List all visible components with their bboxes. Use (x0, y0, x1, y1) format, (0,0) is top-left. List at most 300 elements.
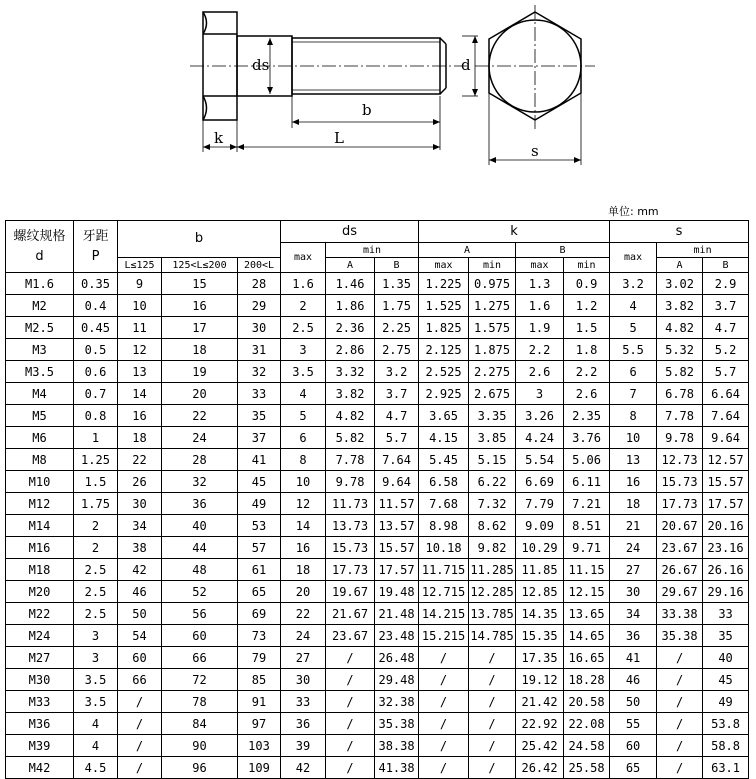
table-cell: 1.25 (74, 449, 118, 471)
table-cell: 7 (610, 383, 657, 405)
table-cell: 30 (610, 581, 657, 603)
header-k-b-min: min (564, 258, 610, 273)
table-cell: / (419, 669, 469, 691)
table-cell: 7.21 (564, 493, 610, 515)
table-cell: 7.32 (469, 493, 516, 515)
table-cell: 24 (610, 537, 657, 559)
table-cell: M3 (6, 339, 74, 361)
table-cell: 45 (238, 471, 281, 493)
table-cell: M18 (6, 559, 74, 581)
table-cell: / (419, 647, 469, 669)
table-cell: 20.67 (657, 515, 703, 537)
table-cell: 4.7 (375, 405, 419, 427)
table-cell: 16 (610, 471, 657, 493)
table-cell: 5.82 (657, 361, 703, 383)
table-row (6, 383, 749, 405)
table-cell: 13.65 (564, 603, 610, 625)
table-cell: 6.64 (703, 383, 749, 405)
table-cell: 17 (162, 317, 238, 339)
table-cell: 15 (162, 273, 238, 295)
table-cell: 1.46 (326, 273, 375, 295)
table-cell: 22.08 (564, 713, 610, 735)
table-cell: 0.975 (469, 273, 516, 295)
table-cell: 11 (118, 317, 162, 339)
table-cell: 3.5 (281, 361, 326, 383)
table-cell: 17.73 (326, 559, 375, 581)
table-cell: 79 (238, 647, 281, 669)
table-cell: 1.825 (419, 317, 469, 339)
table-cell: 85 (238, 669, 281, 691)
table-cell: 29.48 (375, 669, 419, 691)
table-cell: M3.5 (6, 361, 74, 383)
table-row (6, 339, 749, 361)
table-cell: 60 (118, 647, 162, 669)
table-cell: 2.925 (419, 383, 469, 405)
table-cell: M1.6 (6, 273, 74, 295)
table-cell: 22 (281, 603, 326, 625)
table-row (6, 757, 749, 779)
table-cell: 5.06 (564, 449, 610, 471)
table-cell: M33 (6, 691, 74, 713)
table-cell: 16 (162, 295, 238, 317)
table-cell: 84 (162, 713, 238, 735)
table-cell: 1.525 (419, 295, 469, 317)
table-cell: 14.785 (469, 625, 516, 647)
header-pitch: 牙距 P (74, 221, 118, 273)
table-cell: 56 (162, 603, 238, 625)
table-cell: 1.86 (326, 295, 375, 317)
table-cell: 26.42 (516, 757, 564, 779)
table-cell: 22.92 (516, 713, 564, 735)
table-cell: 9.64 (375, 471, 419, 493)
table-cell: 109 (238, 757, 281, 779)
table-cell: / (469, 669, 516, 691)
table-row (6, 273, 749, 295)
table-cell: / (118, 735, 162, 757)
table-cell: 14.35 (516, 603, 564, 625)
table-cell: 41.38 (375, 757, 419, 779)
table-row (6, 691, 749, 713)
table-cell: 3.7 (375, 383, 419, 405)
table-cell: 9.78 (326, 471, 375, 493)
table-row (6, 295, 749, 317)
table-cell: 21.48 (375, 603, 419, 625)
table-cell: 2 (281, 295, 326, 317)
table-cell: 8.98 (419, 515, 469, 537)
table-cell: 19 (162, 361, 238, 383)
table-cell: 11.85 (516, 559, 564, 581)
table-cell: 3 (281, 339, 326, 361)
table-cell: 7.78 (657, 405, 703, 427)
table-cell: 8.62 (469, 515, 516, 537)
table-cell: / (469, 647, 516, 669)
table-cell: 65 (610, 757, 657, 779)
table-cell: / (657, 691, 703, 713)
table-cell: 0.6 (74, 361, 118, 383)
table-cell: 32 (238, 361, 281, 383)
table-cell: 73 (238, 625, 281, 647)
table-cell: 19.12 (516, 669, 564, 691)
table-cell: 9.09 (516, 515, 564, 537)
table-cell: 3.2 (610, 273, 657, 295)
table-cell: / (469, 691, 516, 713)
table-cell: 48 (162, 559, 238, 581)
table-cell: 3.65 (419, 405, 469, 427)
header-s-min-b: B (703, 258, 749, 273)
table-cell: 72 (162, 669, 238, 691)
table-cell: 29.16 (703, 581, 749, 603)
table-cell: 27 (281, 647, 326, 669)
bolt-spec-body (6, 273, 749, 779)
table-cell: 35.38 (375, 713, 419, 735)
table-row (6, 625, 749, 647)
table-cell: 6.58 (419, 471, 469, 493)
table-cell: 53 (238, 515, 281, 537)
table-cell: 36 (162, 493, 238, 515)
table-cell: 13.73 (326, 515, 375, 537)
table-cell: 12 (118, 339, 162, 361)
table-cell: 57 (238, 537, 281, 559)
table-cell: 10.18 (419, 537, 469, 559)
table-cell: 46 (118, 581, 162, 603)
table-cell: 5.82 (326, 427, 375, 449)
table-cell: 9 (118, 273, 162, 295)
table-cell: 14.65 (564, 625, 610, 647)
header-k-a-max: max (419, 258, 469, 273)
table-cell: M5 (6, 405, 74, 427)
table-cell: 49 (238, 493, 281, 515)
table-cell: 2.2 (516, 339, 564, 361)
table-cell: 35 (238, 405, 281, 427)
table-cell: / (118, 691, 162, 713)
table-cell: 54 (118, 625, 162, 647)
header-k-b: B (516, 243, 610, 258)
table-cell: 18 (281, 559, 326, 581)
table-cell: 2.6 (564, 383, 610, 405)
table-cell: 5.2 (703, 339, 749, 361)
table-cell: 15.57 (703, 471, 749, 493)
table-cell: 1.3 (516, 273, 564, 295)
table-cell: 1.275 (469, 295, 516, 317)
table-cell: 39 (281, 735, 326, 757)
label-d: d (461, 56, 471, 74)
table-cell: 30 (238, 317, 281, 339)
table-cell: / (326, 669, 375, 691)
table-cell: 6.69 (516, 471, 564, 493)
table-cell: 3.76 (564, 427, 610, 449)
table-cell: 44 (162, 537, 238, 559)
table-cell: 60 (162, 625, 238, 647)
table-cell: 2.6 (516, 361, 564, 383)
table-cell: 11.285 (469, 559, 516, 581)
table-cell: 23.16 (703, 537, 749, 559)
table-cell: 20.16 (703, 515, 749, 537)
table-cell: 5.54 (516, 449, 564, 471)
table-cell: 23.67 (326, 625, 375, 647)
table-cell: 11.15 (564, 559, 610, 581)
header-b-col2: 125<L≤200 (162, 258, 238, 273)
table-row (6, 559, 749, 581)
table-cell: 5 (610, 317, 657, 339)
table-cell: 17.57 (703, 493, 749, 515)
table-cell: 4.24 (516, 427, 564, 449)
table-row (6, 669, 749, 691)
table-cell: 3.26 (516, 405, 564, 427)
table-cell: 3 (516, 383, 564, 405)
table-cell: 4.82 (657, 317, 703, 339)
table-cell: 1.75 (74, 493, 118, 515)
table-cell: 33 (238, 383, 281, 405)
table-cell: / (657, 735, 703, 757)
table-cell: 30 (118, 493, 162, 515)
table-cell: 2.275 (469, 361, 516, 383)
table-cell: 2.5 (281, 317, 326, 339)
table-cell: 8.51 (564, 515, 610, 537)
table-cell: 2.35 (564, 405, 610, 427)
table-cell: 12.85 (516, 581, 564, 603)
label-k: k (214, 129, 224, 147)
header-s: s (610, 221, 749, 243)
table-cell: M14 (6, 515, 74, 537)
table-cell: 6.11 (564, 471, 610, 493)
table-cell: 32.38 (375, 691, 419, 713)
table-cell: 6 (610, 361, 657, 383)
table-cell: 41 (610, 647, 657, 669)
table-cell: 8 (281, 449, 326, 471)
table-cell: 7.79 (516, 493, 564, 515)
table-cell: 23.48 (375, 625, 419, 647)
table-cell: 17.35 (516, 647, 564, 669)
table-row (6, 317, 749, 339)
table-cell: 20 (281, 581, 326, 603)
table-cell: 16 (281, 537, 326, 559)
table-cell: 58.8 (703, 735, 749, 757)
label-L: L (334, 129, 344, 147)
header-ds-min-b: B (375, 258, 419, 273)
table-row (6, 493, 749, 515)
table-cell: / (419, 713, 469, 735)
table-cell: 61 (238, 559, 281, 581)
table-cell: 15.57 (375, 537, 419, 559)
table-cell: 9.82 (469, 537, 516, 559)
table-cell: M2.5 (6, 317, 74, 339)
table-cell: M20 (6, 581, 74, 603)
table-row (6, 537, 749, 559)
label-ds: ds (252, 56, 270, 74)
table-cell: 5.32 (657, 339, 703, 361)
table-cell: 10.29 (516, 537, 564, 559)
table-cell: 38.38 (375, 735, 419, 757)
label-b: b (362, 101, 372, 119)
table-cell: 14.215 (419, 603, 469, 625)
table-cell: 18 (610, 493, 657, 515)
table-cell: / (419, 691, 469, 713)
table-cell: 7.64 (375, 449, 419, 471)
table-cell: 18 (162, 339, 238, 361)
label-s: s (531, 142, 539, 160)
table-cell: 60 (610, 735, 657, 757)
table-cell: M12 (6, 493, 74, 515)
table-cell: M36 (6, 713, 74, 735)
table-cell: 3.35 (469, 405, 516, 427)
table-cell: 13 (610, 449, 657, 471)
table-cell: 3.2 (375, 361, 419, 383)
table-cell: 14 (281, 515, 326, 537)
table-cell: 19.67 (326, 581, 375, 603)
table-cell: / (326, 735, 375, 757)
header-k-a-min: min (469, 258, 516, 273)
table-cell: 12.285 (469, 581, 516, 603)
table-cell: 16 (118, 405, 162, 427)
header-b-col1: L≤125 (118, 258, 162, 273)
table-cell: 40 (162, 515, 238, 537)
table-cell: 18 (118, 427, 162, 449)
table-cell: 13.57 (375, 515, 419, 537)
table-cell: 2.125 (419, 339, 469, 361)
table-cell: 27 (610, 559, 657, 581)
header-k-b-max: max (516, 258, 564, 273)
table-cell: 50 (118, 603, 162, 625)
table-cell: 1.875 (469, 339, 516, 361)
table-cell: 4.15 (419, 427, 469, 449)
table-cell: / (657, 757, 703, 779)
table-cell: / (326, 713, 375, 735)
table-cell: 66 (118, 669, 162, 691)
table-cell: 1.75 (375, 295, 419, 317)
table-cell: 29.67 (657, 581, 703, 603)
table-cell: 5.7 (375, 427, 419, 449)
table-cell: 4 (281, 383, 326, 405)
table-cell: 24 (162, 427, 238, 449)
table-cell: 0.35 (74, 273, 118, 295)
table-cell: 20 (162, 383, 238, 405)
table-cell: M24 (6, 625, 74, 647)
table-row (6, 581, 749, 603)
table-cell: 4 (74, 713, 118, 735)
table-row (6, 427, 749, 449)
table-cell: 3 (74, 625, 118, 647)
table-cell: 15.215 (419, 625, 469, 647)
table-cell: 2.5 (74, 581, 118, 603)
table-row (6, 647, 749, 669)
table-cell: 6.78 (657, 383, 703, 405)
table-cell: 25.58 (564, 757, 610, 779)
table-cell: 97 (238, 713, 281, 735)
table-cell: 46 (610, 669, 657, 691)
table-cell: / (419, 757, 469, 779)
table-cell: 0.5 (74, 339, 118, 361)
table-cell: 33 (703, 603, 749, 625)
table-cell: 4 (74, 735, 118, 757)
table-cell: 3.5 (74, 669, 118, 691)
table-cell: 2.25 (375, 317, 419, 339)
table-cell: 34 (118, 515, 162, 537)
table-cell: 14 (118, 383, 162, 405)
table-cell: M22 (6, 603, 74, 625)
table-cell: 16.65 (564, 647, 610, 669)
table-cell: 22 (162, 405, 238, 427)
table-cell: 6.22 (469, 471, 516, 493)
table-cell: 17.73 (657, 493, 703, 515)
bolt-spec-table (5, 220, 749, 779)
table-cell: 1.6 (516, 295, 564, 317)
header-ds-min-a: A (326, 258, 375, 273)
table-cell: M39 (6, 735, 74, 757)
table-row (6, 603, 749, 625)
table-cell: 0.7 (74, 383, 118, 405)
table-cell: M27 (6, 647, 74, 669)
table-cell: 9.71 (564, 537, 610, 559)
table-cell: 2.5 (74, 559, 118, 581)
table-cell: 19.48 (375, 581, 419, 603)
table-cell: / (657, 647, 703, 669)
table-cell: 55 (610, 713, 657, 735)
table-cell: 11.73 (326, 493, 375, 515)
table-cell: 91 (238, 691, 281, 713)
table-cell: 20.58 (564, 691, 610, 713)
table-cell: 2.9 (703, 273, 749, 295)
table-cell: 0.45 (74, 317, 118, 339)
table-cell: 8 (610, 405, 657, 427)
table-cell: 1.575 (469, 317, 516, 339)
table-cell: / (469, 735, 516, 757)
table-cell: 9.78 (657, 427, 703, 449)
table-cell: 33 (281, 691, 326, 713)
header-b-col3: 200<L (238, 258, 281, 273)
table-cell: 96 (162, 757, 238, 779)
table-cell: 29 (238, 295, 281, 317)
header-k-a: A (419, 243, 516, 258)
table-cell: 24.58 (564, 735, 610, 757)
table-cell: / (118, 757, 162, 779)
unit-label: 单位: mm (608, 205, 659, 218)
table-cell: / (657, 669, 703, 691)
header-thread: 螺纹规格 d (6, 221, 74, 273)
table-cell: 21.42 (516, 691, 564, 713)
table-cell: 18.28 (564, 669, 610, 691)
table-cell: 66 (162, 647, 238, 669)
table-cell: 12.73 (657, 449, 703, 471)
table-cell: 15.35 (516, 625, 564, 647)
table-cell: 103 (238, 735, 281, 757)
table-cell: 4.7 (703, 317, 749, 339)
table-cell: M2 (6, 295, 74, 317)
table-cell: 28 (238, 273, 281, 295)
header-s-min: min (657, 243, 749, 258)
table-cell: 1.35 (375, 273, 419, 295)
bolt-drawing (0, 0, 756, 200)
table-row (6, 405, 749, 427)
table-cell: 1.5 (564, 317, 610, 339)
table-cell: 3.7 (703, 295, 749, 317)
table-cell: 12.715 (419, 581, 469, 603)
table-cell: 37 (238, 427, 281, 449)
table-cell: 3.5 (74, 691, 118, 713)
table-cell: 41 (238, 449, 281, 471)
header-s-min-a: A (657, 258, 703, 273)
table-cell: 12.57 (703, 449, 749, 471)
table-row (6, 471, 749, 493)
table-cell: 5.15 (469, 449, 516, 471)
table-cell: / (657, 713, 703, 735)
table-cell: 30 (281, 669, 326, 691)
table-cell: 1.2 (564, 295, 610, 317)
table-cell: 5 (281, 405, 326, 427)
table-cell: 50 (610, 691, 657, 713)
table-cell: M42 (6, 757, 74, 779)
table-cell: 2.5 (74, 603, 118, 625)
table-cell: 1 (74, 427, 118, 449)
